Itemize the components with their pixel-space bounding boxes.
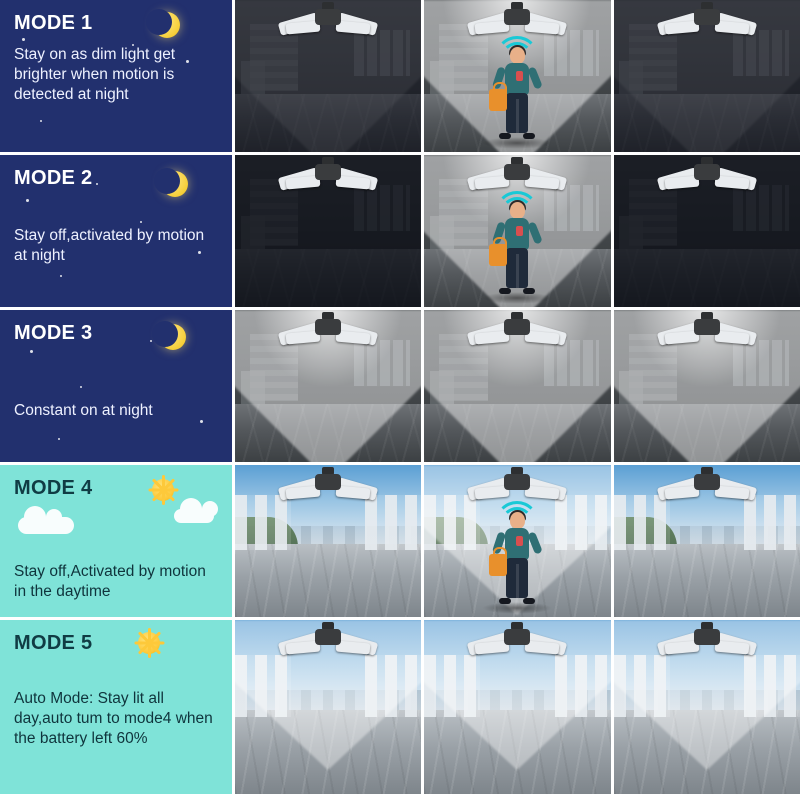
ceiling-light-icon — [469, 312, 565, 352]
cloud-icon — [174, 509, 214, 523]
ceiling-light-icon — [659, 622, 755, 662]
mode-4-frame-2 — [421, 465, 610, 617]
mode-1-frame-2 — [421, 0, 610, 152]
mode-1-caption — [0, 0, 232, 152]
mode-row-3 — [0, 307, 800, 462]
mode-1-frames — [232, 0, 800, 152]
ceiling-light-icon — [280, 312, 376, 352]
mode-row-5 — [0, 617, 800, 794]
mode-3-frame-2 — [421, 310, 610, 462]
mode-1-frame-3 — [611, 0, 800, 152]
mode-2-frame-1 — [232, 155, 421, 307]
ceiling-light-icon — [659, 312, 755, 352]
mode-2-caption — [0, 155, 232, 307]
mode-row-1 — [0, 0, 800, 152]
mode-3-title: MODE 3 — [14, 322, 93, 344]
person-figure — [491, 47, 543, 143]
mode-5-description: Auto Mode: Stay lit all day,auto tum to mode4 when the battery left 60% — [14, 690, 213, 747]
mode-3-frame-3 — [611, 310, 800, 462]
mode-2-frame-3 — [611, 155, 800, 307]
cloud-icon — [18, 517, 74, 534]
ceiling-light-icon — [659, 157, 755, 197]
mode-2-frame-2 — [421, 155, 610, 307]
mode-5-frame-3 — [611, 620, 800, 794]
ceiling-light-icon — [659, 467, 755, 507]
mode-4-frame-1 — [232, 465, 421, 617]
mode-1-title: MODE 1 — [14, 12, 93, 34]
ceiling-light-icon — [469, 622, 565, 662]
mode-5-frame-1 — [232, 620, 421, 794]
ceiling-light-icon — [280, 157, 376, 197]
mode-5-frames — [232, 620, 800, 794]
mode-1-description: Stay on as dim light get brighter when motion is detected at night — [14, 46, 176, 103]
person-figure — [491, 202, 543, 298]
ceiling-light-icon — [280, 2, 376, 42]
mode-3-caption — [0, 310, 232, 462]
mode-2-description: Stay off,activated by motion at night — [14, 227, 205, 264]
mode-5-caption — [0, 620, 232, 794]
mode-4-title: MODE 4 — [14, 477, 93, 499]
person-figure — [491, 512, 543, 608]
mode-3-description: Constant on at night — [14, 402, 153, 419]
mode-row-2 — [0, 152, 800, 307]
mode-1-frame-1 — [232, 0, 421, 152]
mode-row-4 — [0, 462, 800, 617]
mode-5-title: MODE 5 — [14, 632, 93, 654]
mode-3-frame-1 — [232, 310, 421, 462]
mode-4-caption — [0, 465, 232, 617]
ceiling-light-icon — [280, 467, 376, 507]
ceiling-light-icon — [659, 2, 755, 42]
mode-4-description: Stay off,Activated by motion in the daytime — [14, 563, 206, 600]
mode-3-frames — [232, 310, 800, 462]
mode-4-frames — [232, 465, 800, 617]
mode-2-frames — [232, 155, 800, 307]
mode-4-frame-3 — [611, 465, 800, 617]
bottom-margin — [0, 794, 800, 800]
mode-5-frame-2 — [421, 620, 610, 794]
mode-2-title: MODE 2 — [14, 167, 93, 189]
ceiling-light-icon — [280, 622, 376, 662]
